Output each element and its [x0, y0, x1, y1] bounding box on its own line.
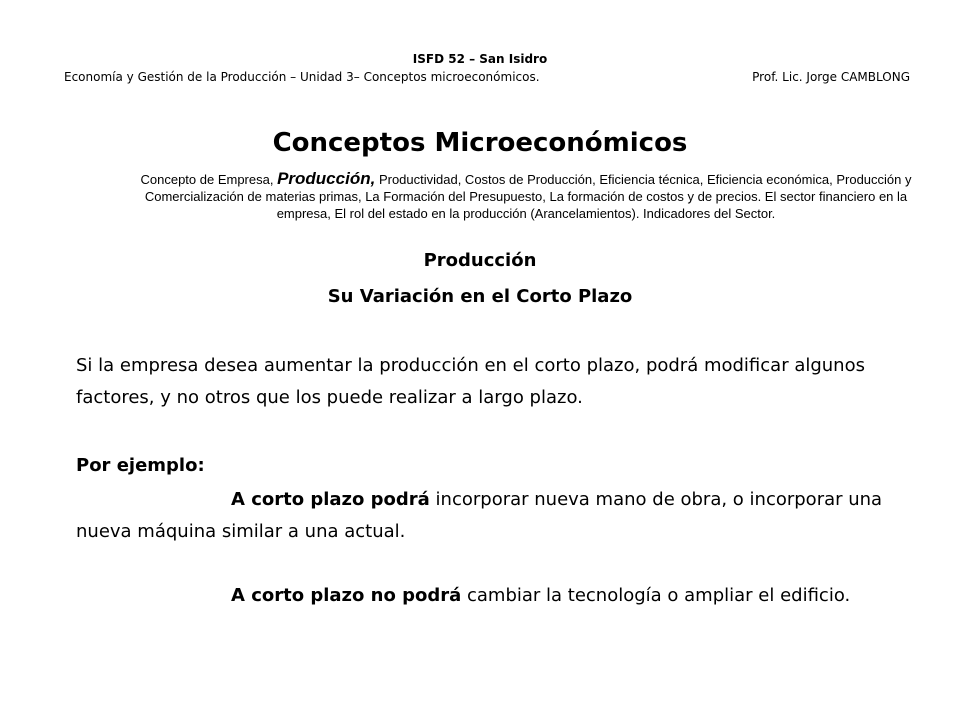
header-course: Economía y Gestión de la Producción – Unidad 3– Conceptos microeconómicos. [64, 70, 540, 84]
example-short-term-can [76, 484, 936, 548]
example-short-term-cannot [76, 580, 936, 612]
section-title: Producción [423, 250, 537, 271]
header-professor: Prof. Lic. Jorge CAMBLONG [752, 70, 910, 84]
section-subtitle: Su Variación en el Corto Plazo [327, 286, 633, 307]
page-title: Conceptos Microeconómicos [272, 128, 688, 158]
example-can-text: incorporar nueva mano de obra, o incorporar una nueva máquina similar a una actual. [76, 489, 883, 542]
topics-list [116, 170, 936, 222]
topics-part1: Concepto de Empresa, [140, 172, 274, 187]
example-label: Por ejemplo: [76, 455, 205, 476]
header-institution: ISFD 52 – San Isidro [412, 52, 548, 66]
example-cannot-bold: A corto plazo no podrá [231, 585, 462, 606]
topics-highlight: Producción, [277, 169, 376, 188]
topics-part2: Productividad, Costos de Producción, Eficiencia técnica, Eficiencia económica, Producción y Comercialización de materias primas, La Formación del Presupuesto, La formación de costos y de precios. El sector financiero en la empresa, El rol del estado en la producción (Arancelamientos). Indicadores del Sector. [144, 172, 912, 221]
example-can-bold: A corto plazo podrá [231, 489, 430, 510]
paragraph-intro: Si la empresa desea aumentar la producción en el corto plazo, podrá modificar algunos factores, y no otros que los puede realizar a largo plazo. [76, 355, 865, 408]
example-cannot-text: cambiar la tecnología o ampliar el edificio. [461, 585, 851, 606]
